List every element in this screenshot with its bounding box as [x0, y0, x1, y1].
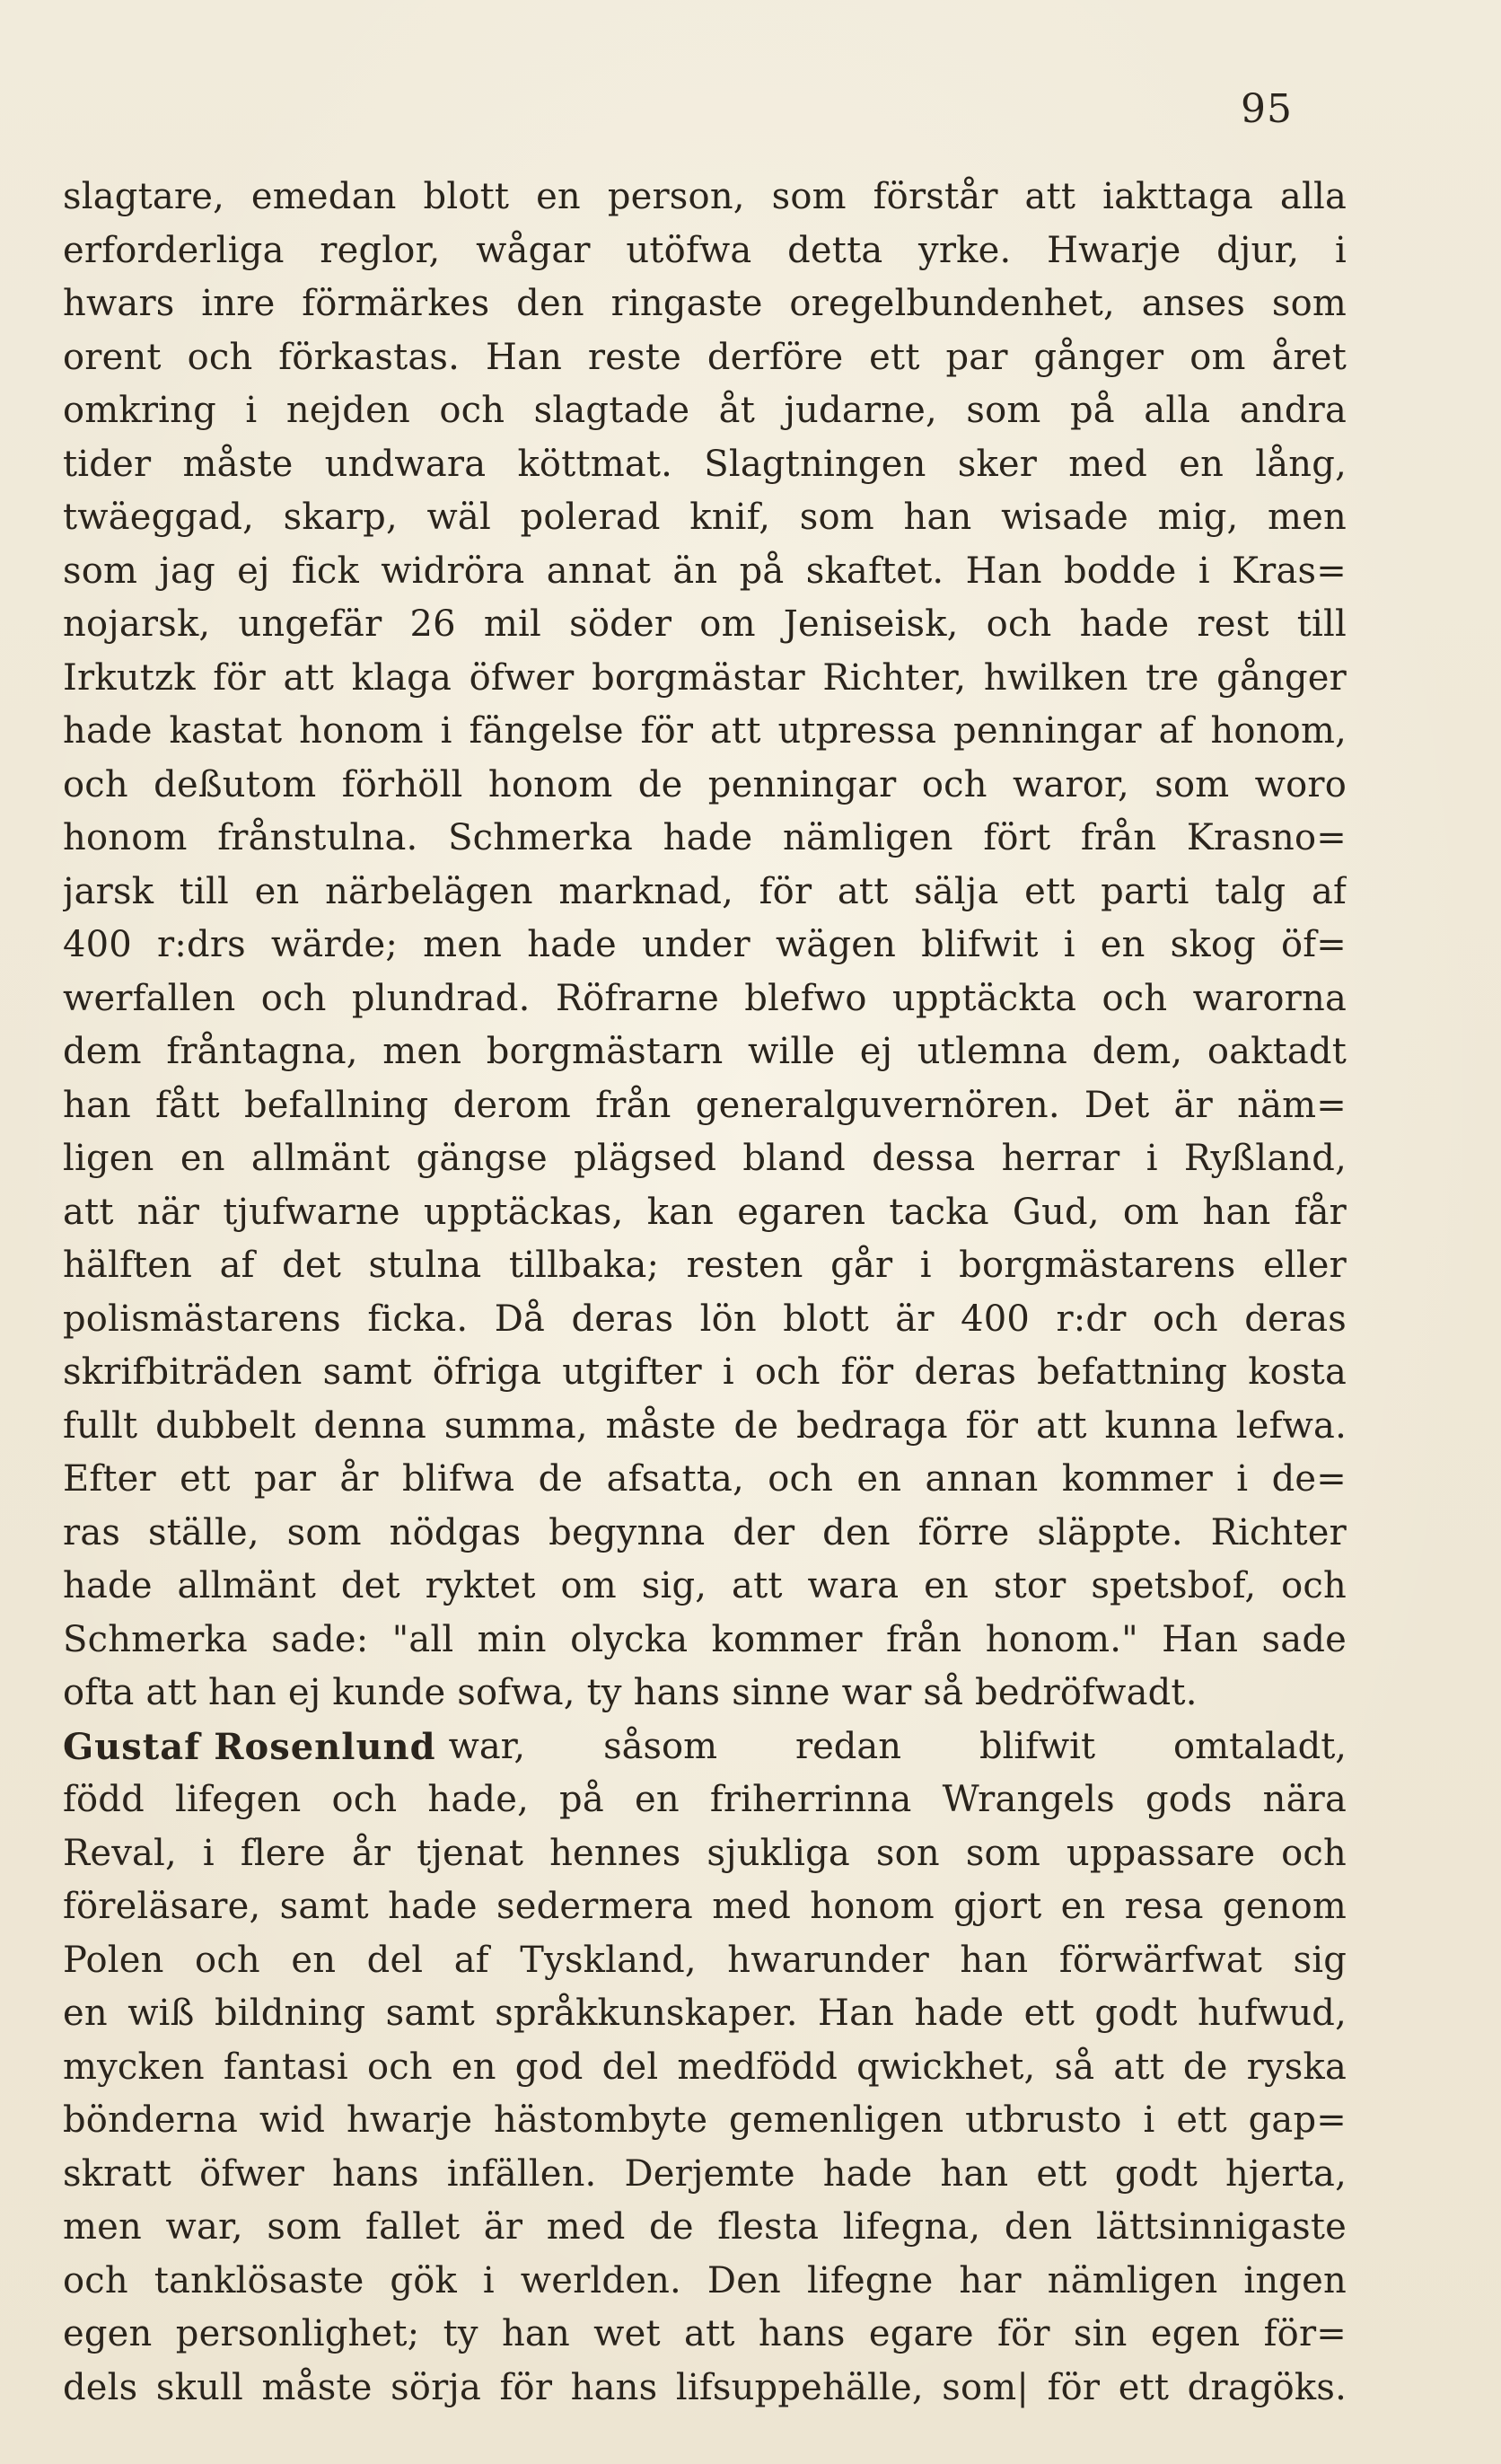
text-line: werfallen och plundrad. Röfrarne blefwo upptäckta och warorna — [63, 977, 1347, 1019]
text-line: hwars inre förmärkes den ringaste oregelbundenhet, anses som — [63, 283, 1347, 324]
text-line: hade allmänt det ryktet om sig, att wara en stor spetsbof, och — [63, 1565, 1347, 1606]
text-line: slagtare, emedan blott en person, som förstår att iakttaga alla — [63, 176, 1347, 217]
text-line: polismästarens ficka. Då deras lön blott är 400 r:dr och deras — [63, 1298, 1347, 1340]
text-line: fullt dubbelt denna summa, måste de bedraga för att kunna lefwa. — [63, 1404, 1347, 1447]
text-line: mycken fantasi och en god del medfödd qwickhet, så att de ryska — [63, 2046, 1347, 2088]
text-line: nojarsk, ungefär 26 mil söder om Jeniseisk, och hade rest till — [63, 603, 1347, 645]
text-line: föreläsare, samt hade sedermera med honom gjort en resa genom — [63, 1886, 1347, 1927]
text-line: Schmerka sade: "all min olycka kommer från honom." Han sade — [63, 1618, 1347, 1660]
text-line: skrifbiträden samt öfriga utgifter i och för deras befattning kosta — [63, 1351, 1347, 1393]
text-line: honom frånstulna. Schmerka hade nämligen fört från Krasno= — [63, 817, 1347, 858]
text-fragment: war, såsom redan blifwit omtaladt, — [448, 1725, 1347, 1767]
text-line: skratt öfwer hans infällen. Derjemte hade han ett godt hjerta, — [63, 2152, 1347, 2195]
text-line: Reval, i flere år tjenat hennes sjukliga son som uppassare och — [63, 1832, 1347, 1874]
text-line: att när tjufwarne upptäckas, kan egaren tacka Gud, om han får — [63, 1191, 1347, 1233]
text-line: egen personlighet; ty han wet att hans egare för sin egen för= — [63, 2313, 1347, 2354]
text-line: som jag ej fick widröra annat än på skaftet. Han bodde i Kras= — [63, 550, 1347, 592]
text-line: jarsk till en närbelägen marknad, för att sälja ett parti talg af — [63, 870, 1347, 912]
text-line: erforderliga reglor, wågar utöfwa detta yrke. Hwarje djur, i — [63, 229, 1347, 271]
text-line: Efter ett par år blifwa de afsatta, och en annan kommer i de= — [63, 1458, 1347, 1500]
text-line: tider måste undwara köttmat. Slagtningen sker med en lång, — [63, 443, 1347, 485]
text-line: bönderna wid hwarje hästombyte gemenligen utbrusto i ett gap= — [63, 2099, 1347, 2141]
text-line: dem fråntagna, men borgmästarn wille ej utlemna dem, oaktadt — [63, 1031, 1347, 1072]
text-line: Irkutzk för att klaga öfwer borgmästar Richter, hwilken tre gånger — [63, 656, 1347, 699]
text-line: hälften af det stulna tillbaka; resten går i borgmästarens eller — [63, 1245, 1347, 1286]
text-line: hade kastat honom i fängelse för att utpressa penningar af honom, — [63, 710, 1347, 752]
text-line: 400 r:drs wärde; men hade under wägen blifwit i en skog öf= — [63, 924, 1347, 965]
paragraph-end-line: ofta att han ej kunde sofwa, ty hans sinne war så bedröfwadt. — [63, 1672, 1198, 1713]
text-line: men war, som fallet är med de flesta lifegna, den lättsinnigaste — [63, 2206, 1347, 2248]
body-text — [63, 171, 1347, 2415]
text-line: orent och förkastas. Han reste derföre ett par gånger om året — [63, 336, 1347, 378]
text-line: och tanklösaste gök i werlden. Den lifegne har nämligen ingen — [63, 2259, 1347, 2301]
text-line: ligen en allmänt gängse plägsed bland dessa herrar i Ryßland, — [63, 1138, 1347, 1179]
text-line: och deßutom förhöll honom de penningar och waror, som woro — [63, 763, 1347, 805]
text-line: en wiß bildning samt språkkunskaper. Han hade ett godt hufwud, — [63, 1993, 1347, 2034]
page-number: 95 — [1241, 86, 1293, 132]
text-line: twäeggad, skarp, wäl polerad knif, som han wisade mig, men — [63, 497, 1347, 538]
person-name: Gustaf Rosenlund — [63, 1725, 436, 1768]
text-line: dels skull måste sörja för hans lifsuppehälle, som| för ett dragöks. — [63, 2366, 1347, 2408]
text-line: Polen och en del af Tyskland, hwarunder han förwärfwat sig — [63, 1939, 1347, 1981]
text-line: född lifegen och hade, på en friherrinna Wrangels gods nära — [63, 1779, 1347, 1820]
text-line: omkring i nejden och slagtade åt judarne, som på alla andra — [63, 390, 1347, 431]
text-line: han fått befallning derom från generalguvernören. Det är näm= — [63, 1084, 1347, 1126]
text-line: ras ställe, som nödgas begynna der den förre släppte. Richter — [63, 1511, 1347, 1553]
paragraph-start-line — [63, 1720, 1347, 1774]
